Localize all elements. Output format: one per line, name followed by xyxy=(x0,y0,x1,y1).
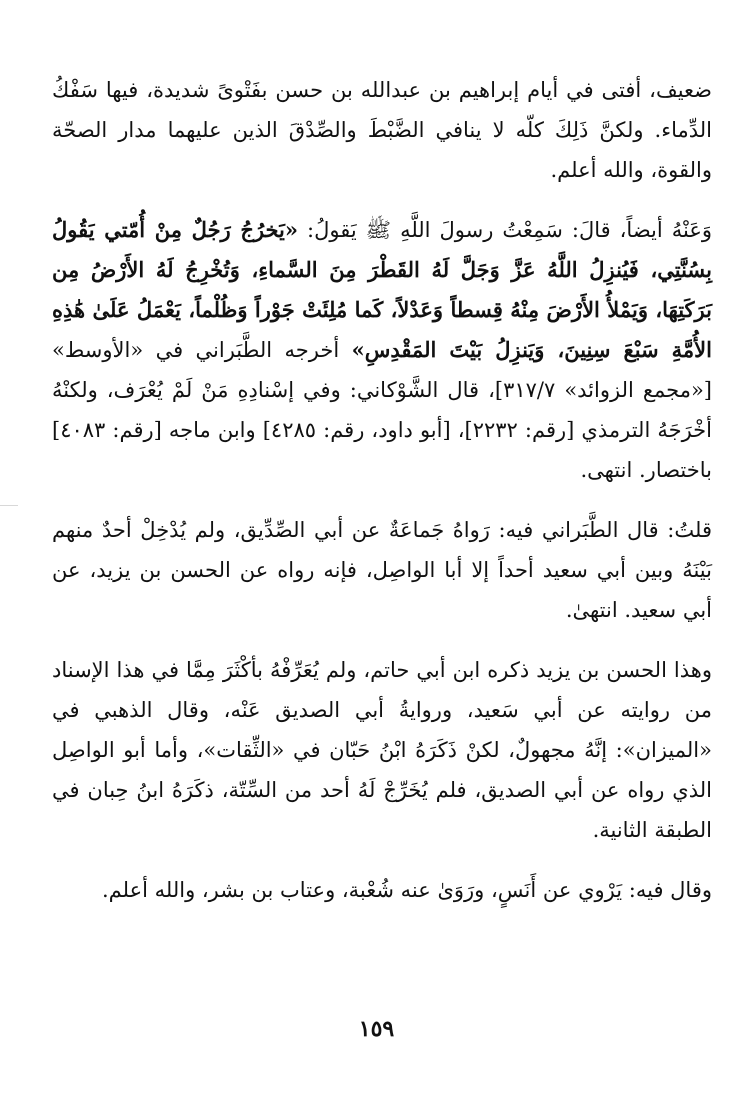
page-number: ١٥٩ xyxy=(358,1016,395,1042)
hadith-intro: وَعَنْهُ أيضاً، قالَ: سَمِعْتُ رسولَ اللَّهِ ﷺ يَقولُ: xyxy=(298,218,712,242)
page-body xyxy=(52,70,712,910)
paragraph-narrator-note: ضعيف، أفتى في أيام إبراهيم بن عبدالله بن حسن بفَتْوىً شديدة، فيها سَفْكُ الدِّماء. ولكنَّ ذَلِكَ كلّه لا ينافي الضَّبْطَ والصِّدْقَ الذين عليهما مدار الصحّة والقوة، والله أعلم. xyxy=(52,78,712,182)
paragraph-hadith xyxy=(52,210,712,490)
hadith-takhrij: أخرجه الطَّبَراني في «الأوسط» [«مجمع الزوائد» ٣١٧/٧]، قال الشَّوْكاني: وفي إسْنادِهِ مَنْ لَمْ يُعْرَف، ولكنْهُ أخْرَجَهُ الترمذي [رقم: ٢٢٣٢]، [أبو داود، رقم: ٤٢٨٥] وابن ماجه [رقم: ٤٠٨٣] باختصار. انتهى. xyxy=(52,338,713,482)
paragraph-closing: وقال فيه: يَرْوي عن أَنَسٍ، ورَوَىٰ عنه شُعْبة، وعتاب بن بشر، والله أعلم. xyxy=(102,878,712,902)
hadith-text: «يَخرُجُ رَجُلٌ مِنْ أُمّتي يَقُولُ بِسُنَّتِي، فَيُنزِلُ اللَّهُ عَزَّ وَجَلَّ لَهُ القَطْرَ مِنَ السَّماءِ، وَتُخْرِجُ لَهُ الأَرْضُ مِن بَرَكَتِهَا، وَيَمْلأُ الأَرْضَ مِنْهُ قِسطاً وَعَدْلاً، كَما مُلِئَتْ جَوْراً وَظُلْماً، يَعْمَلُ عَلَىٰ هَٰذِهِ الأُمَّةِ سَبْعَ سِنِينَ، وَيَنزِلُ بَيْتَ المَقْدِسِ» xyxy=(52,217,712,362)
paragraph-tabarani-comment: قلتُ: قال الطَّبَراني فيه: رَواهُ جَماعَةٌ عن أبي الصِّدِّيق، ولم يُدْخِلْ أحدٌ منهم بَيْنَهُ وبين أبي سعيد أحداً إلا أبا الواصِل، فإنه رواه عن الحسن بن يزيد، عن أبي سعيد. انتهىٰ. xyxy=(52,518,712,622)
scan-edge-mark xyxy=(0,505,18,506)
paragraph-narrator-critique: وهذا الحسن بن يزيد ذكره ابن أبي حاتم، ولم يُعَرِّفْهُ بأكْثَرَ مِمَّا في هذا الإسناد من روايته عن أبي سَعيد، وروايةُ أبي الصديق عَنْه، وقال الذهبي في «الميزان»: إنَّهُ مجهولٌ، لكنْ ذَكَرَهُ ابْنُ حَبّان في «الثِّقات»، وأما أبو الواصِل الذي رواه عن أبي الصديق، فلم يُخَرِّجْ لَهُ أحد من السِّتّة، ذكَرَهُ ابنُ حِبان في الطبقة الثانية. xyxy=(52,658,712,842)
